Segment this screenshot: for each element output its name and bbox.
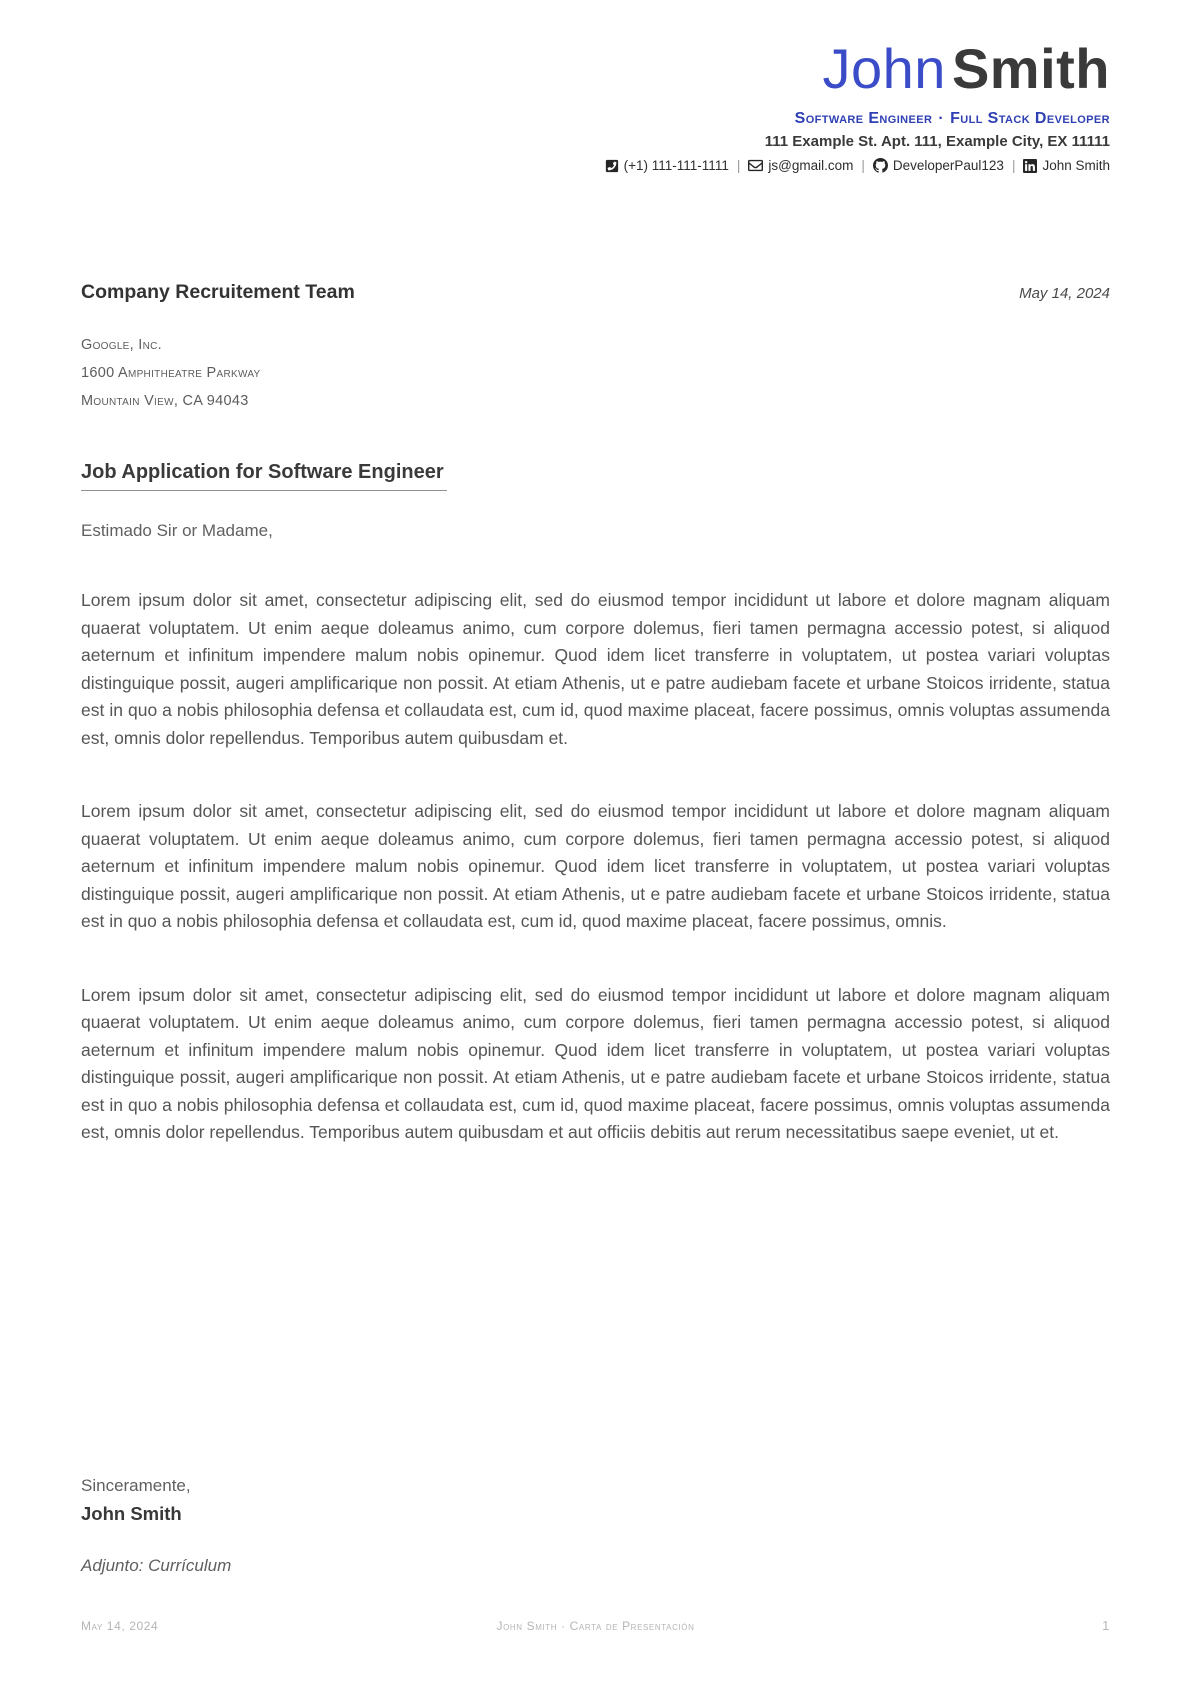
contact-line (81, 158, 1110, 173)
github-icon (873, 158, 888, 173)
first-name: John (822, 37, 946, 100)
envelope-icon (748, 158, 763, 173)
footer-page-number: 1 (1102, 1618, 1110, 1633)
github-contact[interactable] (873, 158, 1004, 173)
page-footer (81, 1618, 1110, 1633)
recipient-address-line1: 1600 Amphitheatre Parkway (81, 365, 261, 382)
body-paragraph: Lorem ipsum dolor sit amet, consectetur adipiscing elit, sed do eiusmod tempor incididunt ut labore et dolore magnam aliquam quaerat voluptatem. Ut enim aeque doleamus animo, cum corpore dolemus, fieri tamen permagna accessio potest, si aliquod aeternum et infinitum impendere malum nobis opinemur. Quod idem licet transferre in voluptatem, ut postea variari voluptas distinguique possit, augeri amplificarique non possit. At etiam Athenis, ut e patre audiebam facete et urbane Stoicos irridente, statua est in quo a nobis philosophia defensa et collaudata est, cum id, quod maxime placeat, facere possimus, omnis voluptas assumenda est, omnis dolor repellendus. Temporibus autem quibusdam et. (81, 590, 1110, 748)
email-address: js@gmail.com (768, 158, 854, 174)
linkedin-name: John Smith (1042, 158, 1110, 174)
greeting: Estimado Sir or Madame, (81, 521, 273, 541)
email-contact[interactable] (748, 158, 853, 173)
closing-salutation: Sinceramente, (81, 1476, 191, 1495)
letter-date: May 14, 2024 (1019, 285, 1110, 303)
linkedin-icon (1023, 159, 1037, 173)
position-line (81, 110, 1110, 128)
last-name: Smith (951, 37, 1110, 100)
phone-square-icon (605, 159, 619, 173)
position-right: Full Stack Developer (950, 110, 1110, 128)
body-paragraph: Lorem ipsum dolor sit amet, consectetur adipiscing elit, sed do eiusmod tempor incididunt ut labore et dolore magnam aliquam quaerat voluptatem. Ut enim aeque doleamus animo, cum corpore dolemus, fieri tamen permagna accessio potest, si aliquod aeternum et infinitum impendere malum nobis opinemur. Quod idem licet transferre in voluptatem, ut postea variari voluptas distinguique possit, augeri amplificarique non possit. At etiam Athenis, ut e patre audiebam facete et urbane Stoicos irridente, statua est in quo a nobis philosophia defensa et collaudata est, cum id, quod maxime placeat, facere possimus, omnis voluptas assumenda est, omnis dolor repellendus. Temporibus autem quibusdam et aut officiis debitis aut rerum necessitatibus saepe eveniet, ut et. (81, 984, 1110, 1143)
letter-header (81, 0, 1110, 173)
recipient-org: Google, Inc. (81, 337, 163, 354)
footer-date: May 14, 2024 (81, 1618, 159, 1633)
contact-separator: | (861, 158, 865, 174)
signature-name: John Smith (81, 1503, 182, 1524)
linkedin-contact[interactable] (1023, 158, 1110, 173)
recipient-address (81, 331, 1110, 415)
recipient-title: Company Recruitement Team (81, 281, 355, 304)
position-left: Software Engineer (794, 110, 933, 128)
letter-subject: Job Application for Software Engineer (81, 461, 447, 491)
phone-number: (+1) 111-111-1111 (623, 158, 729, 174)
contact-separator: | (736, 158, 741, 174)
contact-separator: | (1011, 158, 1016, 174)
footer-title: John Smith · Carta de Presentación (496, 1618, 695, 1633)
recipient-address-line2: Mountain View, CA 94043 (81, 393, 249, 410)
enclosure-note: Adjunto: Currículum (81, 1556, 232, 1575)
phone-contact[interactable] (605, 158, 729, 173)
full-name (81, 37, 1110, 100)
position-separator: · (938, 110, 945, 128)
body-paragraph: Lorem ipsum dolor sit amet, consectetur adipiscing elit, sed do eiusmod tempor incididunt ut labore et dolore magnam aliquam quaerat voluptatem. Ut enim aeque doleamus animo, cum corpore dolemus, fieri tamen permagna accessio potest, si aliquod aeternum et infinitum impendere malum nobis opinemur. Quod idem licet transferre in voluptatem, ut postea variari voluptas distinguique possit, augeri amplificarique non possit. At etiam Athenis, ut e patre audiebam facete et urbane Stoicos irridente, statua est in quo a nobis philosophia defensa et collaudata est, cum id, quod maxime placeat, facere possimus, omnis. (81, 801, 1110, 932)
closing-block (81, 1476, 191, 1525)
address-line: 111 Example St. Apt. 111, Example City, EX 11111 (764, 133, 1110, 151)
recipient-row (81, 281, 1110, 304)
github-handle: DeveloperPaul123 (892, 158, 1004, 174)
